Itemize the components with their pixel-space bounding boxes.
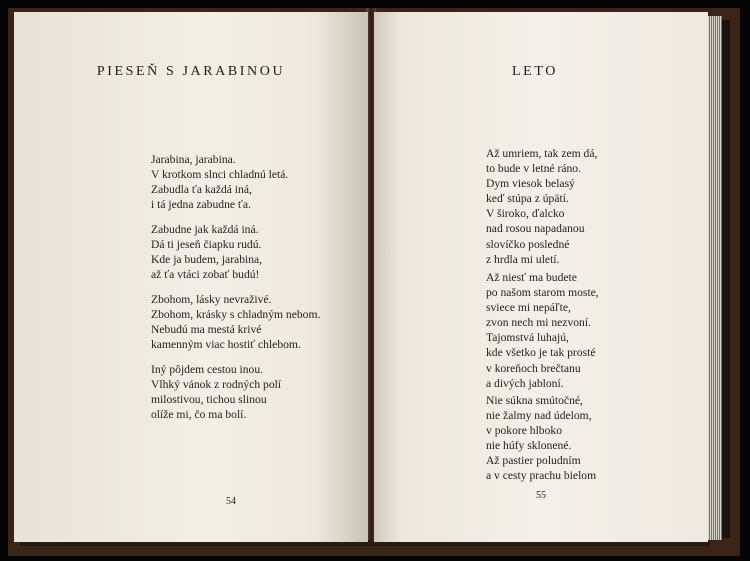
poem-line: kamenným viac hostiť chlebom. xyxy=(151,338,301,352)
poem-line: Nebudú ma mestá krivé xyxy=(151,323,262,337)
stanza-3 xyxy=(486,393,596,484)
poem-line: v pokore hlboko xyxy=(486,424,562,438)
poem-line: Zbohom, krásky s chladným nebom. xyxy=(151,308,321,322)
left-page xyxy=(14,12,368,542)
poem-line: nad rosou napadanou xyxy=(486,222,585,236)
poem-line: Tajomstvá luhajú, xyxy=(486,331,569,345)
stanza-1 xyxy=(486,146,597,267)
poem-line: po našom starom moste, xyxy=(486,286,599,300)
page-edges xyxy=(708,16,722,540)
poem-line: i tá jedna zabudne ťa. xyxy=(151,198,251,212)
poem-line: Dá ti jeseň čiapku rudú. xyxy=(151,238,262,252)
stanza-4 xyxy=(151,362,281,422)
poem-line: Zbohom, lásky nevraživé. xyxy=(151,293,272,306)
poem-line: zvon nech mi nezvoní. xyxy=(486,316,591,330)
poem-title: PIESEŇ S JARABINOU xyxy=(96,64,286,79)
poem-line: Až umriem, tak zem dá, xyxy=(486,147,598,160)
poem-line: nie húfy sklonené. xyxy=(486,439,572,453)
poem-line: sviece mi nepáľte, xyxy=(486,301,571,315)
poem-line: Vlhký vánok z rodných polí xyxy=(151,378,282,392)
book-cover-edge xyxy=(722,20,730,538)
poem-line: v koreňoch brečtanu xyxy=(486,361,581,375)
poem-line: olíže mi, čo ma bolí. xyxy=(151,408,247,422)
poem-line: to bude v letné ráno. xyxy=(486,162,581,176)
poem-line: Až niesť ma budete xyxy=(486,271,577,284)
poem-line: V široko, ďalcko xyxy=(486,207,565,221)
poem-line: kde všetko je tak prosté xyxy=(486,346,596,360)
poem-line: Až pastier poludním xyxy=(486,454,581,468)
poem-line: a v cesty prachu bielom xyxy=(486,469,597,483)
poem-title: LETO xyxy=(512,64,558,79)
poem-line: Zabudla ťa každá iná, xyxy=(151,183,252,197)
stanza-2 xyxy=(486,270,599,391)
poem-line: Zabudne jak každá iná. xyxy=(151,223,259,236)
stanza-1 xyxy=(151,152,288,212)
page-number: 55 xyxy=(536,490,546,501)
page-number: 54 xyxy=(226,496,236,507)
poem-line: milostivou, tichou slinou xyxy=(151,393,267,407)
right-page xyxy=(374,12,708,542)
poem-line: slovíčko posledné xyxy=(486,237,570,251)
poem-line: z hrdla mi uletí. xyxy=(486,252,560,266)
poem-line: keď stúpa z úpätí. xyxy=(486,192,569,206)
poem-line: nie žalmy nad údelom, xyxy=(486,409,592,423)
poem-line: Dym viesok belasý xyxy=(486,177,575,191)
poem-line: Jarabina, jarabina. xyxy=(151,153,236,166)
poem-line: Iný pôjdem cestou inou. xyxy=(151,363,264,376)
stanza-2 xyxy=(151,222,262,282)
poem-line: V krotkom slnci chladnú letá. xyxy=(151,168,289,182)
stanza-3 xyxy=(151,292,320,352)
poem-line: Nie súkna smútočné, xyxy=(486,394,583,407)
poem-line: Kde ja budem, jarabina, xyxy=(151,253,263,267)
poem-line: až ťa vtáci zobať budú! xyxy=(151,268,260,282)
poem-line: a divých jabloní. xyxy=(486,376,564,390)
